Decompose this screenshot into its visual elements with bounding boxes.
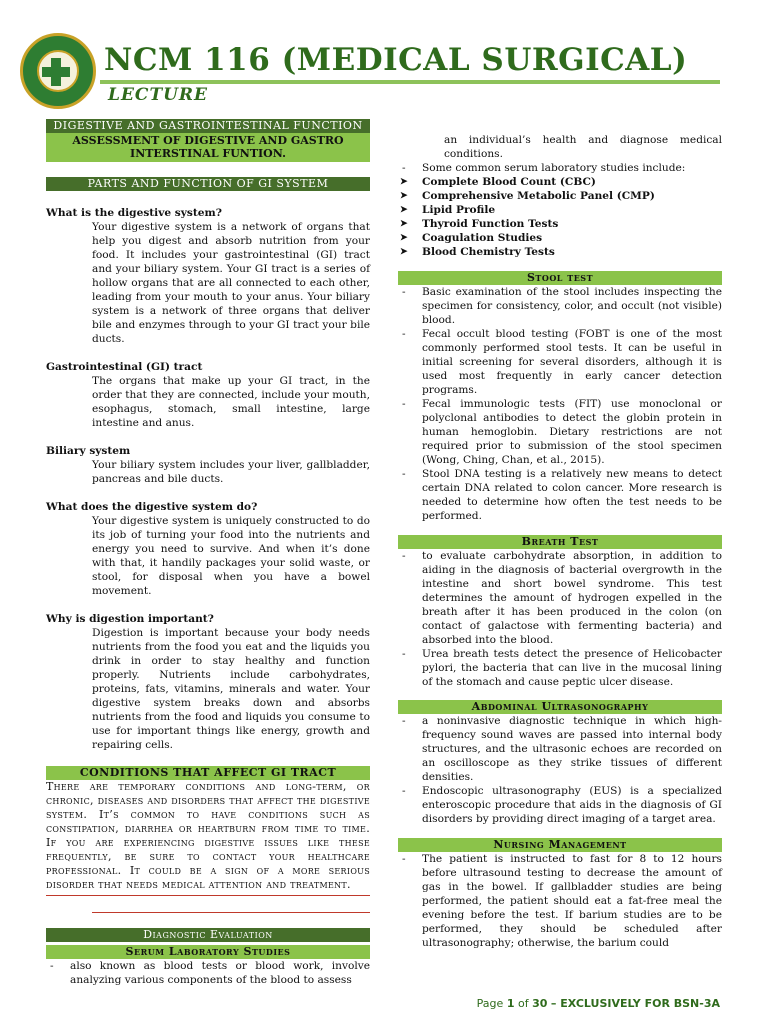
list-item: - Basic examination of the stool includes inspecting the specimen for consistency, color, and occult (not visible) blood. [402,286,722,326]
footer-page-total: 30 [532,997,548,1010]
title-underline [100,80,720,84]
list-item: - Stool DNA testing is a relatively new means to detect certain DNA related to colon cancer. More research is needed to determine how often the test needs to be performed. [402,468,722,522]
list-item: - Fecal occult blood testing (FOBT is one of the most commonly performed stool tests. It can be useful in initial screening for several disorders, although it is used most frequently in early cancer detection programs. [402,328,722,396]
footer-page-number: 1 [506,997,515,1010]
q2-text: The organs that make up your GI tract, in the order that they are connected, include your mouth, esophagus, stomach, small intestine, large intestine and anus. [92,375,370,429]
list-item: ➤ Lipid Profile [400,204,496,216]
parts-function-bar: PARTS AND FUNCTION OF GI SYSTEM [46,177,370,191]
serum-lab-bar: Serum Laboratory Studies [46,945,370,959]
nursing-management-bar: Nursing Management [398,838,722,852]
list-item: ➤ Comprehensive Metabolic Panel (CMP) [400,190,655,202]
serum-list-2 [398,161,722,175]
q2-heading: Gastrointestinal (GI) tract [46,361,203,373]
seal-cross-horizontal [42,67,70,77]
page-footer [477,997,720,1010]
breath-test-bar: Breath Test [398,535,722,549]
list-item: - also known as blood tests or blood work, involve analyzing various components of the blood to assess [50,960,370,986]
page-title: NCM 116 (MEDICAL SURGICAL) [104,42,688,78]
footer-of-label: of [517,997,529,1010]
right-column [398,133,722,950]
list-item: ➤ Thyroid Function Tests [400,218,559,230]
q1-text: Your digestive system is a network of organs that help you digest and absorb nutrition from your food. It includes your gastrointestinal (GI) tract and your biliary system. Your GI tract is a series of hollow organs that are all connected to each other, leading from your mouth to your anus. Your biliary system is a network of three organs that deliver bile and enzymes through to your GI tract your bile ducts. [92,221,370,345]
q3-heading: Biliary system [46,445,131,457]
list-item: ➤ Coagulation Studies [400,232,543,244]
ultrasonography-list [398,714,722,826]
list-item: - The patient is instructed to fast for 8 to 12 hours before ultrasound testing to decrease the amount of gas in the bowel. If gallbladder studies are being performed, the patient should eat a fat-free meal the evening before the test. If barium studies are to be performed, they should be scheduled after ultrasonography; otherwise, the barium could [402,853,722,949]
page-subtitle: LECTURE [108,85,209,105]
q5-heading: Why is digestion important? [46,613,214,625]
stool-test-bar: Stool test [398,271,722,285]
red-divider-2 [92,912,370,913]
left-column [46,119,370,987]
serum-tests-list [398,175,722,259]
stool-test-list [398,285,722,523]
list-item: - Urea breath tests detect the presence of Helicobacter pylori, the bacteria that can live in the mucosal lining of the stomach and cause peptic ulcer disease. [402,648,722,688]
topic-subtitle-line2: INTERSTINAL FUNTION. [130,147,286,160]
topic-subtitle-box [46,133,370,162]
diagnostic-evaluation-bar: Diagnostic Evaluation [46,928,370,942]
q5-text: Digestion is important because your body needs nutrients from the food you eat and the liquids you drink in order to stay healthy and function properly. Nutrients include carbohydrates, proteins, fats, vitamins, minerals and water. Your digestive system breaks down and absorbs nutrients from the food and liquids you consume to use for important things like energy, growth and repairing cells. [92,627,370,751]
school-seal-logo [20,33,96,109]
red-divider-1 [46,895,370,896]
topic-bar: DIGESTIVE AND GASTROINTESTINAL FUNCTION [46,119,370,133]
footer-page-label: Page [476,997,504,1010]
q4-heading: What does the digestive system do? [46,501,258,513]
list-item: ➤ Blood Chemistry Tests [400,246,555,258]
list-item: ➤ Complete Blood Count (CBC) [400,176,596,188]
topic-subtitle-line1: ASSESSMENT OF DIGESTIVE AND GASTRO [72,134,344,147]
footer-suffix: – EXCLUSIVELY FOR BSN-3A [550,997,720,1010]
serum-list [46,959,370,987]
q1-heading: What is the digestive system? [46,207,222,219]
list-item: - Some common serum laboratory studies include: [402,162,686,174]
breath-test-list [398,549,722,689]
q4-text: Your digestive system is uniquely constructed to do its job of turning your food into the nutrients and energy you need to survive. And when it’s done with that, it handily packages your solid waste, or stool, for disposal when you have a bowel movement. [92,515,370,597]
conditions-bar: CONDITIONS THAT AFFECT GI TRACT [46,766,370,780]
q3-text: Your biliary system includes your liver, gallbladder, pancreas and bile ducts. [92,459,370,485]
serum-continued: an individual’s health and diagnose medical conditions. [444,134,722,160]
nursing-management-list [398,852,722,950]
conditions-text: There are temporary conditions and long-term, or chronic, diseases and disorders that affect the digestive system. It’s common to have conditions such as constipation, diarrhea or heartburn from time to time. If you are experiencing digestive issues like these frequently, be sure to contact your healthcare professional. It could be a sign of a more serious disorder that needs medical attention and treatment. [46,780,370,891]
list-item: - Endoscopic ultrasonography (EUS) is a specialized enteroscopic procedure that aids in the diagnosis of GI disorders by providing direct imaging of a target area. [402,785,722,825]
list-item: - Fecal immunologic tests (FIT) use monoclonal or polyclonal antibodies to detect the globin protein in human hemoglobin. Dietary restrictions are not required prior to submission of the stool specimen (Wong, Ching, Chan, et al., 2015). [402,398,722,466]
list-item: - to evaluate carbohydrate absorption, in addition to aiding in the diagnosis of bacterial overgrowth in the intestine and short bowel syndrome. This test determines the amount of hydrogen expelled in the breath after it has been produced in the colon (on contact of galactose with fermenting bacteria) and absorbed into the blood. [402,550,722,646]
abdominal-ultrasonography-bar: Abdominal Ultrasonography [398,700,722,714]
list-item: - a noninvasive diagnostic technique in which high-frequency sound waves are passed into internal body structures, and the ultrasonic echoes are recorded on an oscilloscope as they strike tissues of different densities. [402,715,722,783]
